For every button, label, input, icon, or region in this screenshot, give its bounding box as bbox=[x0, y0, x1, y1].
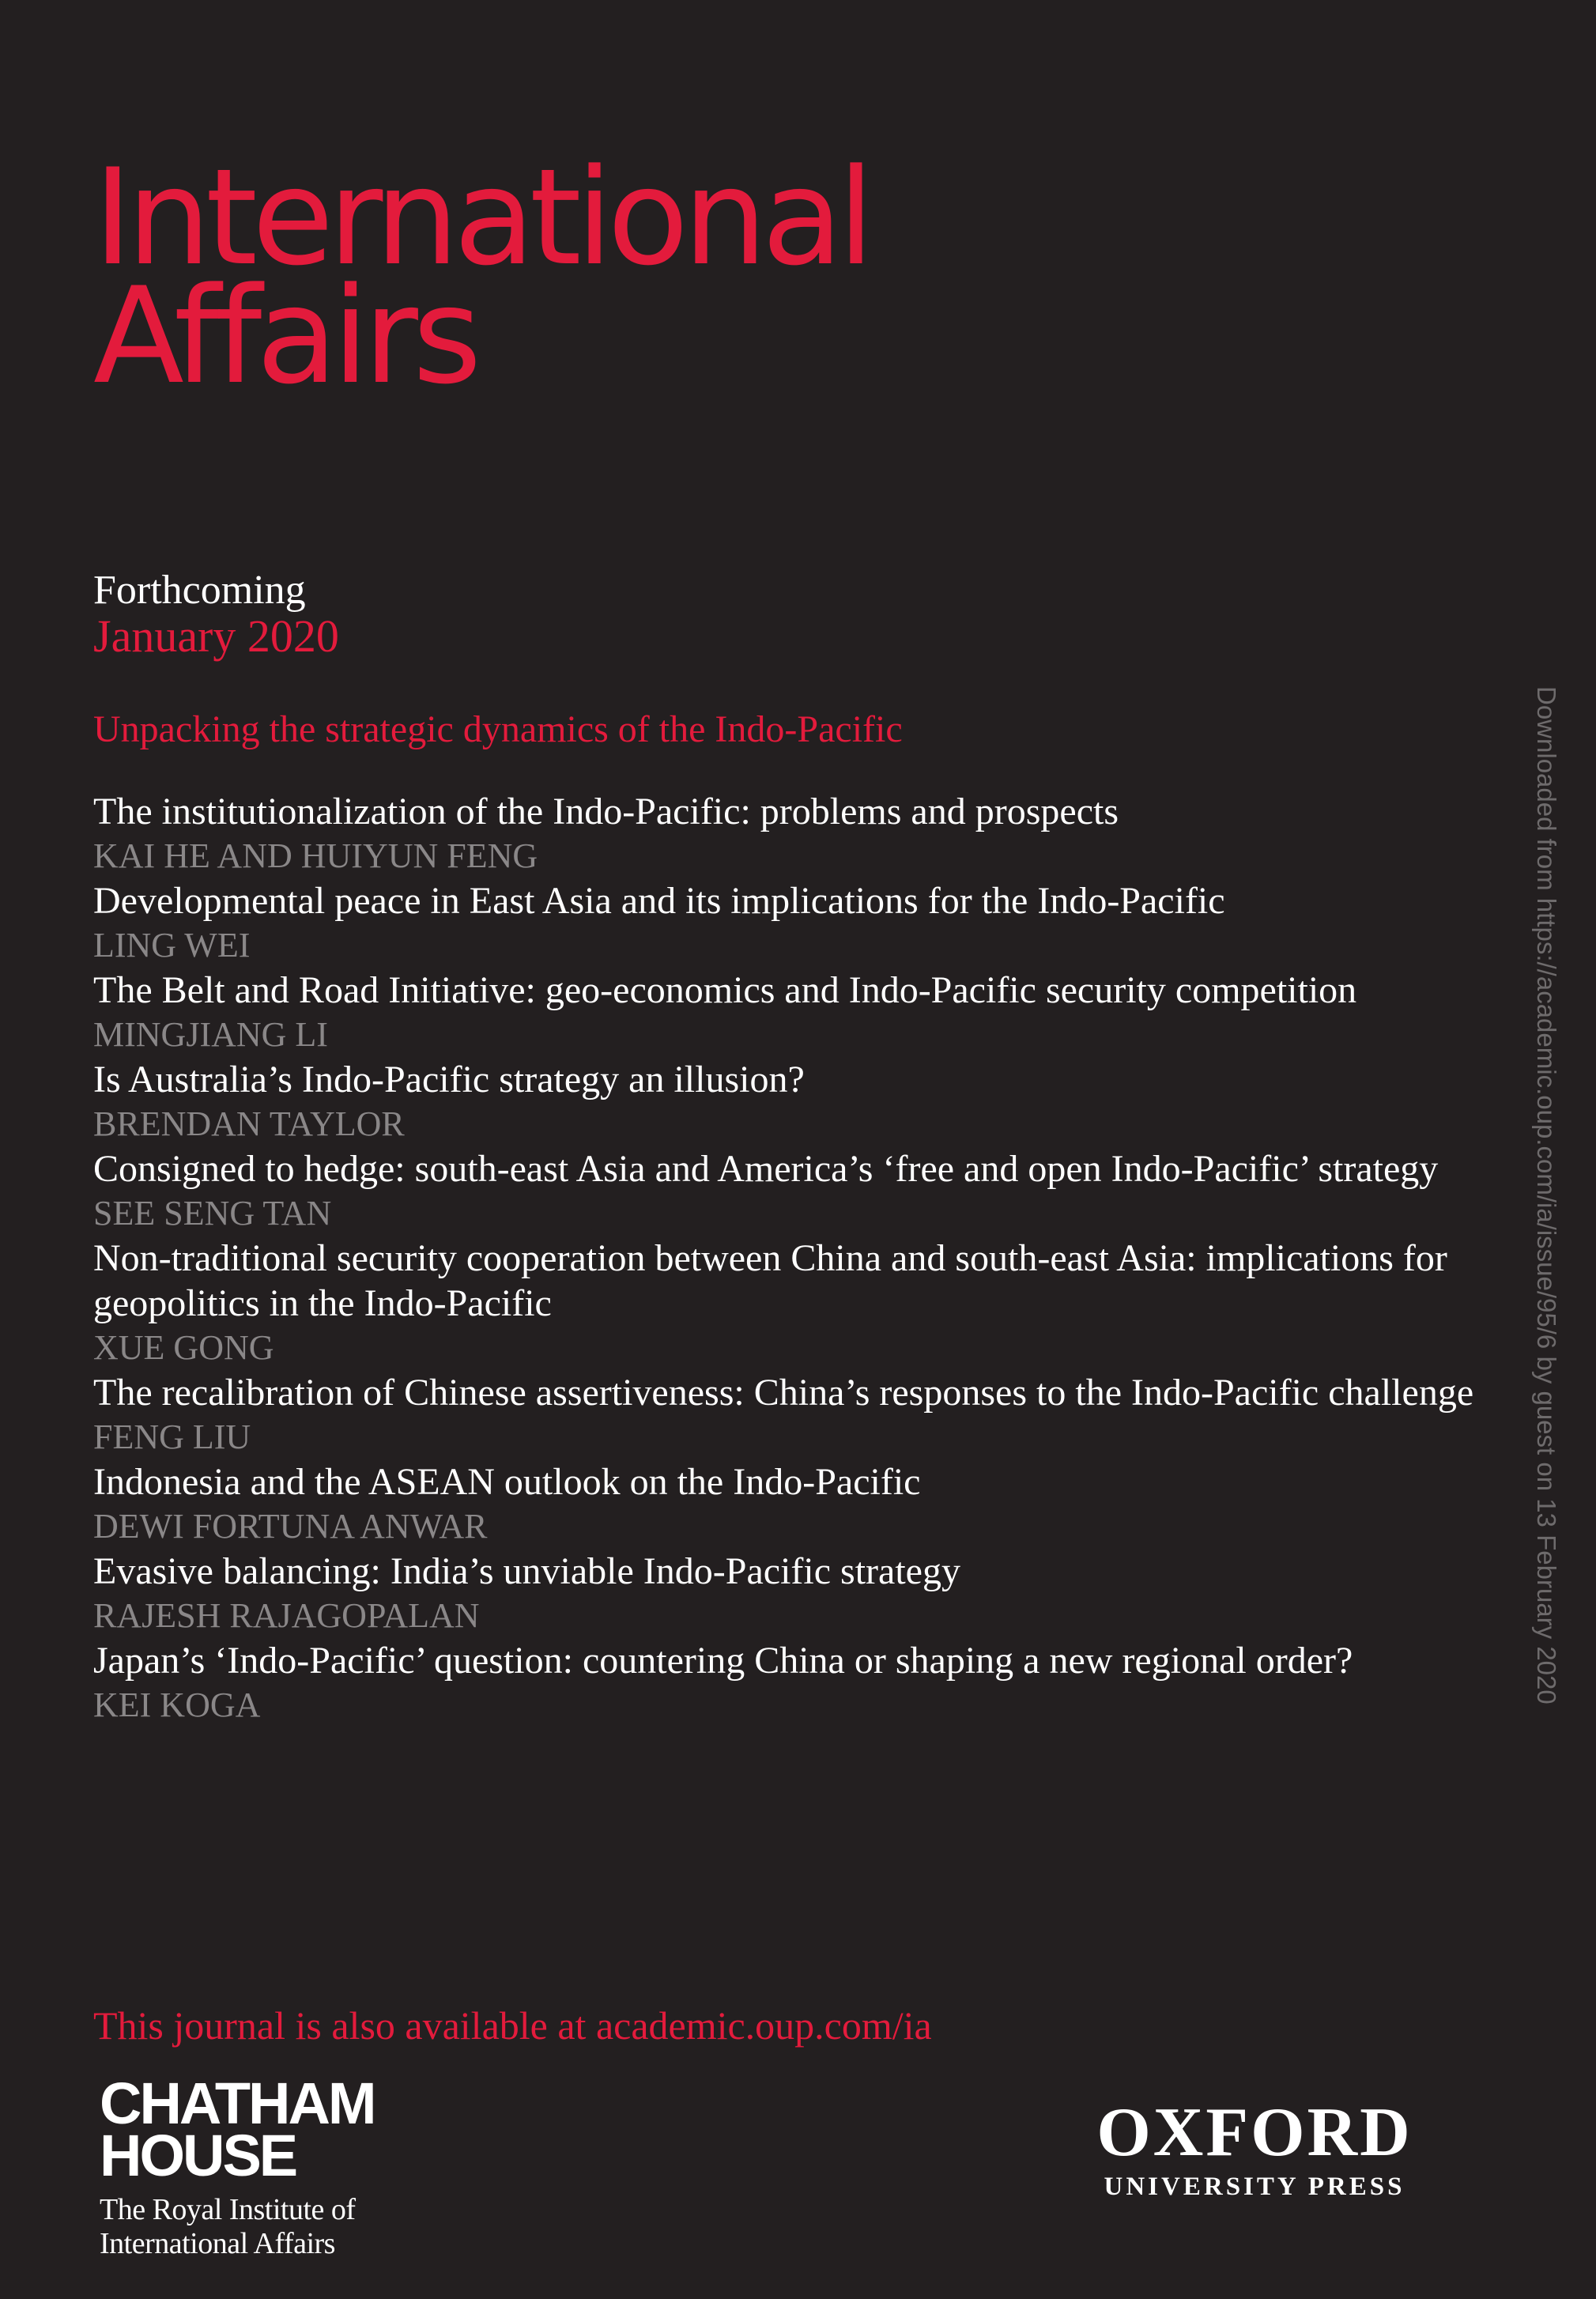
toc-entry bbox=[93, 789, 1477, 878]
article-title: Non-traditional security cooperation between China and south-east Asia: implications for geopolitics in the Indo-Pacific bbox=[93, 1237, 1447, 1324]
chatham-house-subtitle bbox=[100, 2193, 375, 2261]
article-authors: KEI KOGA bbox=[93, 1686, 261, 1724]
toc-entry bbox=[93, 878, 1477, 968]
chatham-sub-line1: The Royal Institute of bbox=[100, 2193, 356, 2226]
article-title: The Belt and Road Initiative: geo-economics and Indo-Pacific security competition bbox=[93, 969, 1357, 1011]
chatham-sub-line2: International Affairs bbox=[100, 2227, 335, 2260]
oxford-wordmark: OXFORD bbox=[1096, 2094, 1413, 2171]
article-authors: XUE GONG bbox=[93, 1328, 274, 1367]
article-authors: RAJESH RAJAGOPALAN bbox=[93, 1596, 480, 1635]
download-note bbox=[1532, 686, 1560, 1714]
article-authors: BRENDAN TAYLOR bbox=[93, 1104, 405, 1143]
article-authors: SEE SENG TAN bbox=[93, 1194, 332, 1233]
oxford-university-press-logo bbox=[1092, 2094, 1417, 2203]
chatham-house-logo bbox=[100, 2071, 375, 2261]
toc-entry bbox=[93, 1146, 1477, 1236]
article-title: The recalibration of Chinese assertiveness: China’s responses to the Indo-Pacific challenge bbox=[93, 1372, 1474, 1414]
chatham-name-line1: CHATHAM bbox=[100, 2071, 375, 2136]
table-of-contents bbox=[93, 789, 1477, 1727]
article-title: Is Australia’s Indo-Pacific strategy an illusion? bbox=[93, 1059, 805, 1100]
article-authors: LING WEI bbox=[93, 926, 251, 965]
journal-title bbox=[93, 140, 870, 413]
toc-entry bbox=[93, 1459, 1477, 1549]
article-title: Developmental peace in East Asia and its implications for the Indo-Pacific bbox=[93, 880, 1225, 922]
journal-title-line1: International bbox=[93, 140, 870, 295]
toc-entry bbox=[93, 1549, 1477, 1638]
chatham-name-line2: HOUSE bbox=[100, 2123, 296, 2188]
article-authors: FENG LIU bbox=[93, 1418, 251, 1456]
article-title: Indonesia and the ASEAN outlook on the Indo-Pacific bbox=[93, 1461, 921, 1503]
article-title: Consigned to hedge: south-east Asia and America’s ‘free and open Indo-Pacific’ strategy bbox=[93, 1148, 1439, 1190]
article-title: Japan’s ‘Indo-Pacific’ question: countering China or shaping a new regional order? bbox=[93, 1640, 1353, 1682]
issue-theme: Unpacking the strategic dynamics of the Indo-Pacific bbox=[93, 708, 903, 750]
article-authors: DEWI FORTUNA ANWAR bbox=[93, 1507, 488, 1546]
toc-entry bbox=[93, 1370, 1477, 1459]
toc-entry bbox=[93, 1236, 1477, 1370]
issue-date: January 2020 bbox=[93, 610, 339, 662]
oxford-press-label: UNIVERSITY PRESS bbox=[1104, 2173, 1405, 2201]
article-authors: KAI HE AND HUIYUN FENG bbox=[93, 836, 538, 875]
toc-entry bbox=[93, 968, 1477, 1057]
forthcoming-label: Forthcoming bbox=[93, 568, 306, 613]
availability-note: This journal is also available at academic.oup.com/ia bbox=[93, 2003, 932, 2048]
chatham-house-wordmark bbox=[100, 2071, 375, 2188]
download-note-text: Downloaded from https://academic.oup.com/ia/issue/95/6 by guest on 13 February 2020 bbox=[1532, 686, 1561, 1704]
journal-title-line2: Affairs bbox=[93, 259, 477, 413]
toc-entry bbox=[93, 1638, 1477, 1727]
article-authors: MINGJIANG LI bbox=[93, 1015, 328, 1054]
article-title: Evasive balancing: India’s unviable Indo-Pacific strategy bbox=[93, 1550, 960, 1592]
article-title: The institutionalization of the Indo-Pacific: problems and prospects bbox=[93, 791, 1119, 832]
toc-entry bbox=[93, 1057, 1477, 1146]
